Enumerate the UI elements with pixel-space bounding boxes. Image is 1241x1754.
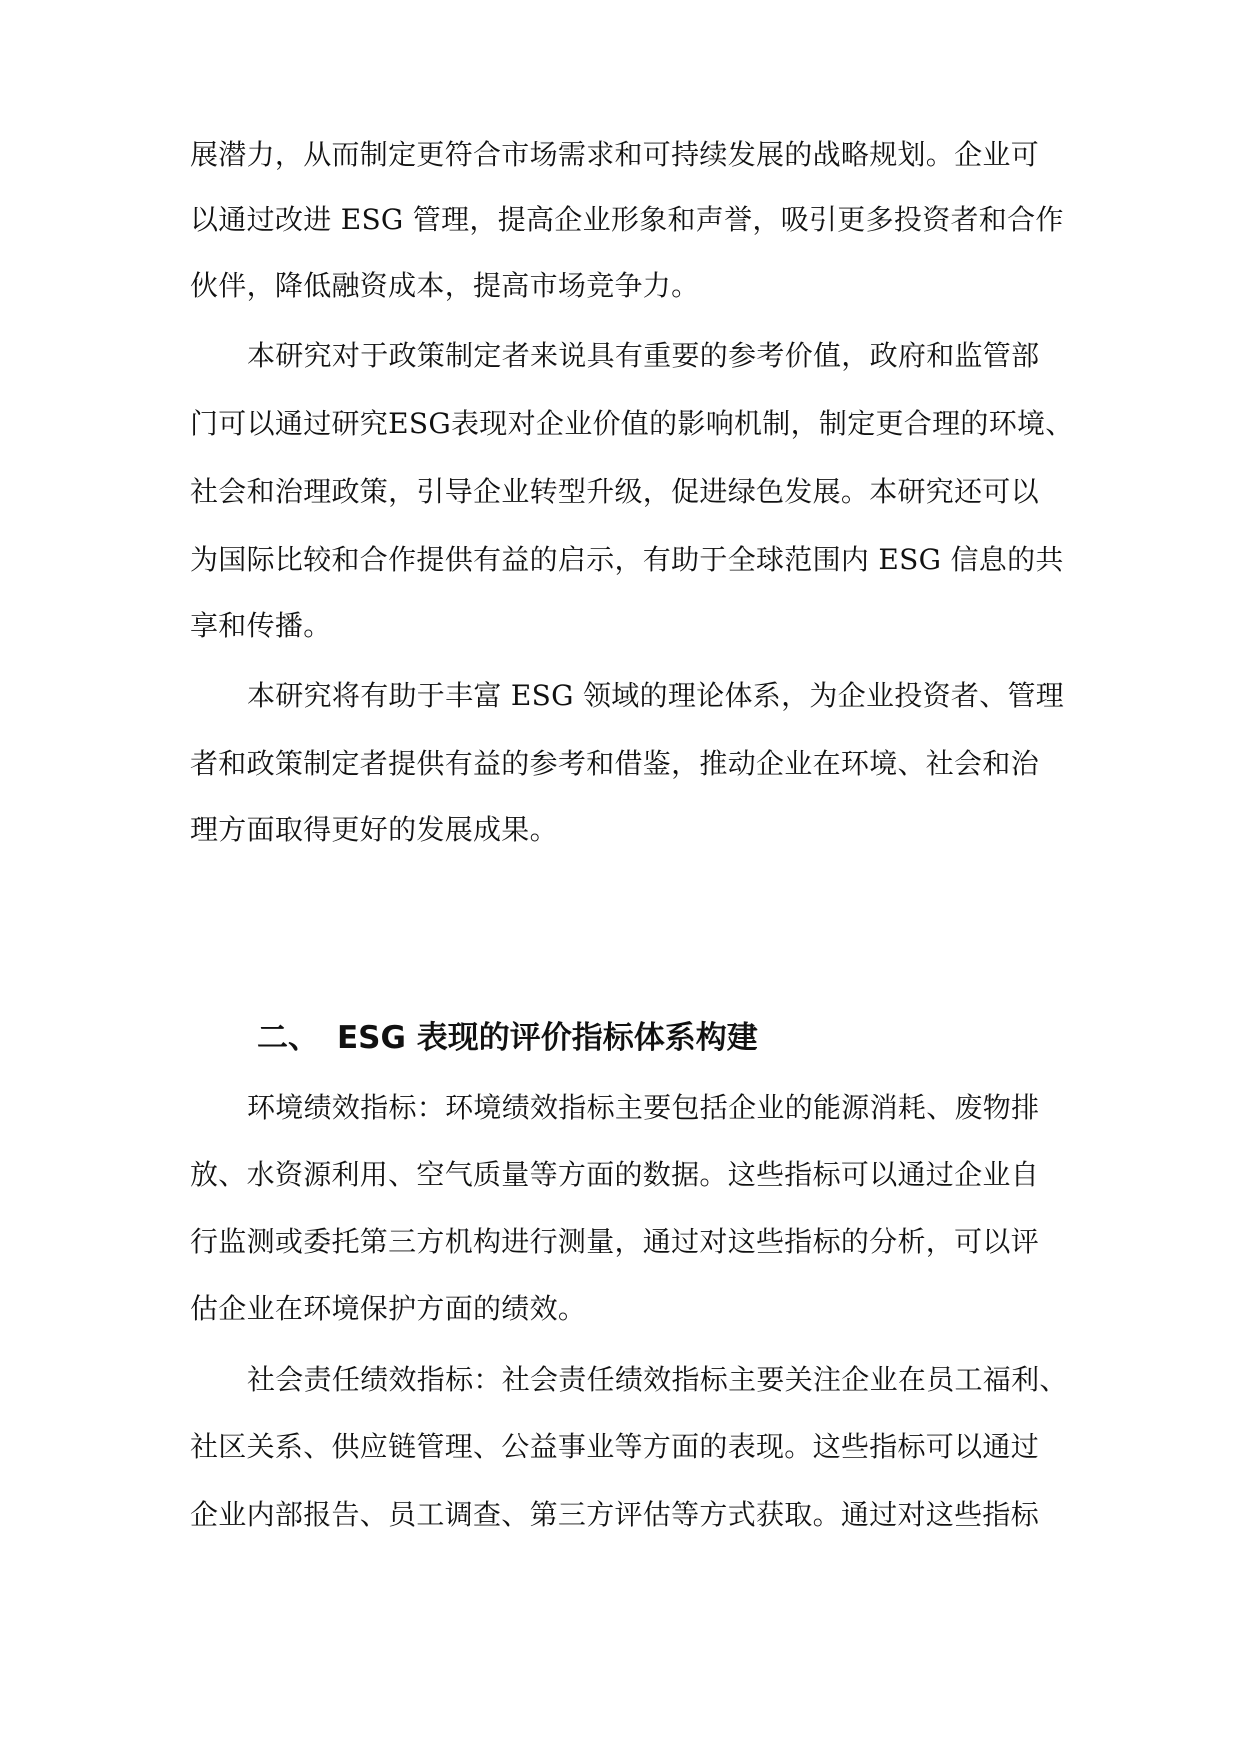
paragraph-line: 展潜力，从而制定更符合市场需求和可持续发展的战略规划。企业可 (190, 138, 1040, 171)
paragraph-line: 为国际比较和合作提供有益的启示，有助于全球范围内 ESG 信息的共 (190, 543, 1064, 576)
section-heading (257, 1016, 758, 1060)
paragraph-line: 放、水资源利用、空气质量等方面的数据。这些指标可以通过企业自 (190, 1158, 1040, 1191)
paragraph-line: 社会和治理政策，引导企业转型升级，促进绿色发展。本研究还可以 (190, 475, 1040, 508)
section-title: ESG 表现的评价指标体系构建 (337, 1020, 758, 1056)
paragraph-line: 享和传播。 (190, 609, 332, 642)
paragraph-line: 以通过改进 ESG 管理，提高企业形象和声誉，吸引更多投资者和合作 (190, 203, 1064, 236)
paragraph-line: 行监测或委托第三方机构进行测量，通过对这些指标的分析，可以评 (190, 1225, 1040, 1258)
paragraph-line: 者和政策制定者提供有益的参考和借鉴，推动企业在环境、社会和治 (190, 747, 1040, 780)
paragraph-line: 本研究将有助于丰富 ESG 领域的理论体系，为企业投资者、管理 (247, 679, 1065, 712)
section-number: 二、 (257, 1020, 319, 1056)
paragraph-line: 门可以通过研究ESG表现对企业价值的影响机制，制定更合理的环境、 (190, 407, 1074, 440)
paragraph-line: 企业内部报告、员工调查、第三方评估等方式获取。通过对这些指标 (190, 1498, 1040, 1531)
paragraph-line: 社会责任绩效指标：社会责任绩效指标主要关注企业在员工福利、 (247, 1363, 1068, 1396)
paragraph-line: 本研究对于政策制定者来说具有重要的参考价值，政府和监管部 (247, 339, 1040, 372)
paragraph-line: 社区关系、供应链管理、公益事业等方面的表现。这些指标可以通过 (190, 1430, 1040, 1463)
paragraph-line: 环境绩效指标：环境绩效指标主要包括企业的能源消耗、废物排 (247, 1091, 1040, 1124)
paragraph-line: 伙伴，降低融资成本，提高市场竞争力。 (190, 269, 700, 302)
paragraph-line: 估企业在环境保护方面的绩效。 (190, 1292, 587, 1325)
paragraph-line: 理方面取得更好的发展成果。 (190, 813, 558, 846)
